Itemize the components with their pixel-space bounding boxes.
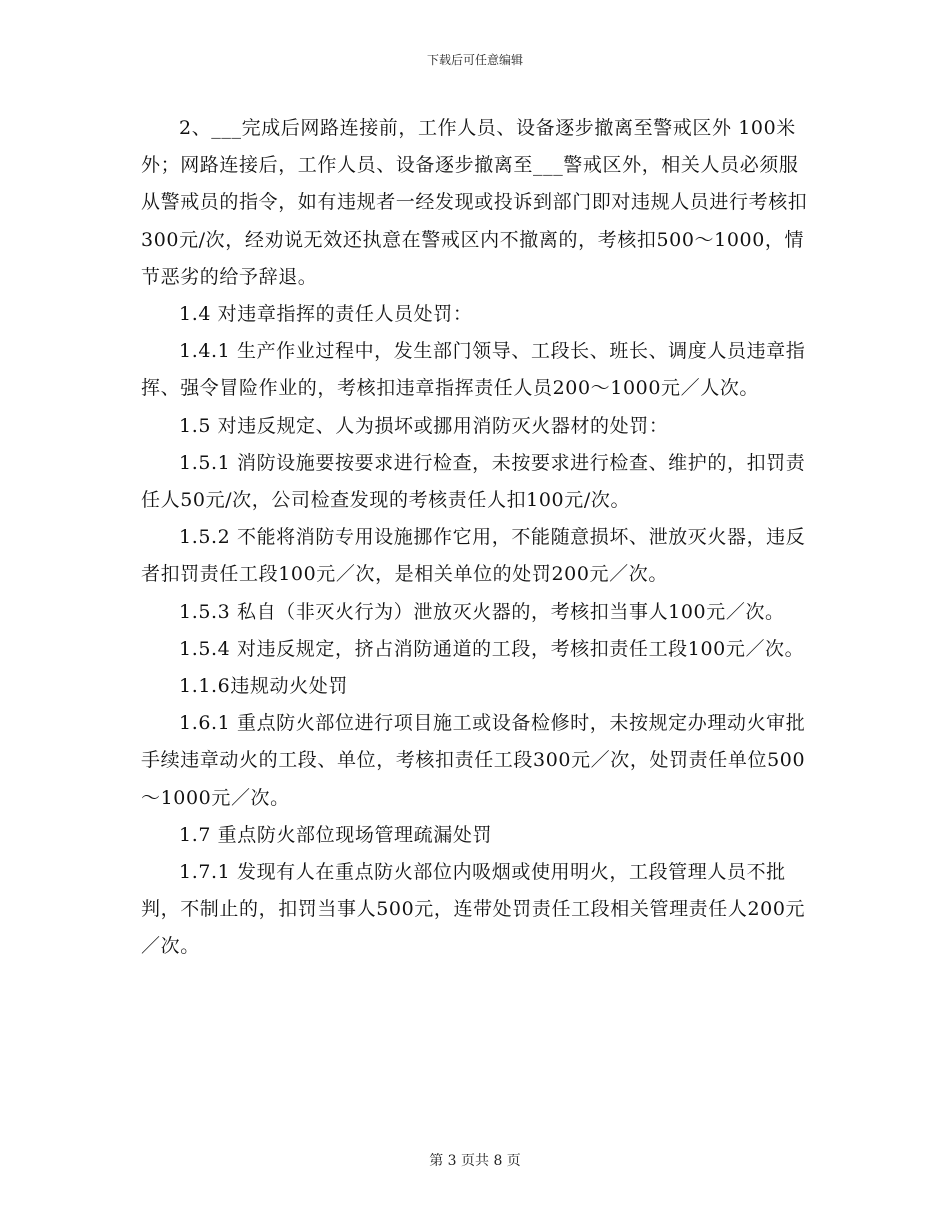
paragraph-1-5-2: 1.5.2 不能将消防专用设施挪作它用，不能随意损坏、泄放灭火器，违反者扣罚责任工段100元／次，是相关单位的处罚200元／次。	[141, 526, 806, 586]
document-body	[141, 110, 811, 966]
paragraph-2-evacuation: 2、___完成后网路连接前，工作人员、设备逐步撤离至警戒区外 100米外；网路连接后，工作人员、设备逐步撤离至___警戒区外，相关人员必须服从警戒员的指令，如有违规者一经发现或投诉到部门即对违规人员进行考核扣300元/次，经劝说无效还执意在警戒区内不撤离的，考核扣500～1000，情节恶劣的给予辞退。	[141, 117, 808, 288]
paragraph-1-7-1: 1.7.1 发现有人在重点防火部位内吸烟或使用明火，工段管理人员不批判，不制止的，扣罚当事人500元，连带处罚责任工段相关管理责任人200元／次。	[141, 861, 806, 958]
section-1-5-heading: 1.5 对违反规定、人为损坏或挪用消防灭火器材的处罚：	[179, 414, 669, 437]
paragraph-1-4-1: 1.4.1 生产作业过程中，发生部门领导、工段长、班长、调度人员违章指挥、强令冒险作业的，考核扣违章指挥责任人员200～1000元／人次。	[141, 340, 806, 400]
paragraph-1-5-3: 1.5.3 私自（非灭火行为）泄放灭火器的，考核扣当事人100元／次。	[179, 600, 785, 623]
section-1-7-heading: 1.7 重点防火部位现场管理疏漏处罚	[179, 823, 493, 846]
paragraph-1-6-1: 1.6.1 重点防火部位进行项目施工或设备检修时，未按规定办理动火审批手续违章动火的工段、单位，考核扣责任工段300元／次，处罚责任单位500～1000元／次。	[141, 712, 806, 809]
section-1-1-6-heading: 1.1.6违规动火处罚	[179, 675, 348, 698]
paragraph-1-5-1: 1.5.1 消防设施要按要求进行检查，未按要求进行检查、维护的，扣罚责任人50元/次，公司检查发现的考核责任人扣100元/次。	[141, 451, 806, 512]
paragraph-1-5-4: 1.5.4 对违反规定，挤占消防通道的工段，考核扣责任工段100元／次。	[179, 637, 805, 660]
section-1-4-heading: 1.4 对违章指挥的责任人员处罚：	[179, 303, 473, 326]
page-header: 下载后可任意编辑	[426, 53, 523, 67]
page-number-footer: 第 3 页共 8 页	[429, 1153, 521, 1169]
